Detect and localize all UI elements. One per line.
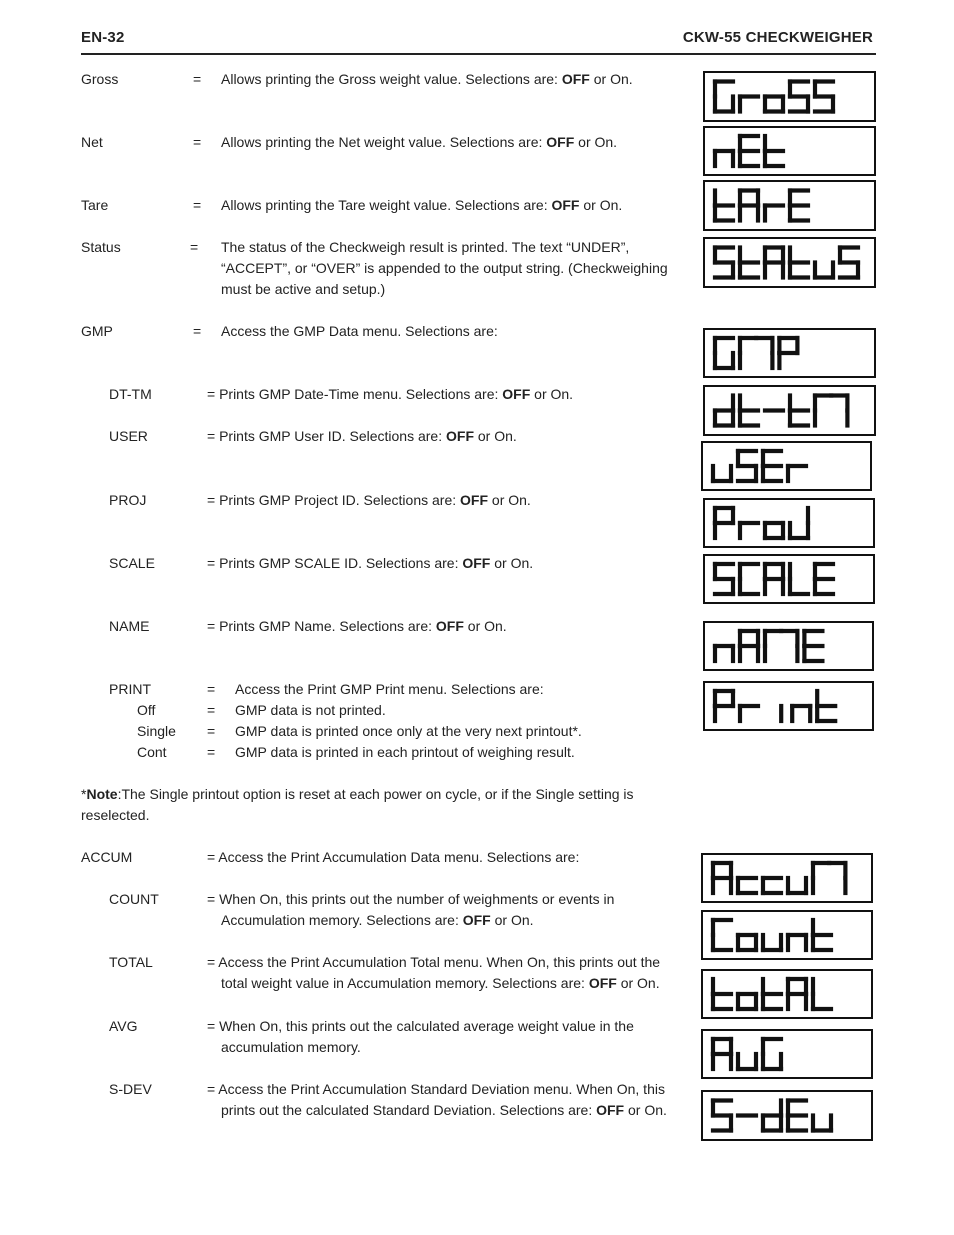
- lcd-display-accum: [701, 853, 873, 903]
- lcd-glyphs: [705, 556, 873, 602]
- print-option-single-desc: GMP data is printed once only at the very next printout*.: [235, 723, 582, 739]
- desc-count-line2: Accumulation memory. Selections are: OFF or On.: [221, 912, 534, 928]
- desc-dt-tm: = Prints GMP Date-Time menu. Selections are: OFF or On.: [207, 386, 574, 402]
- desc-total-line2: total weight value in Accumulation memory. Selections are: OFF or On.: [221, 975, 660, 991]
- print-option-single-label: Single: [137, 723, 176, 739]
- lcd-character: [788, 1101, 806, 1131]
- term-avg: AVG: [109, 1018, 138, 1034]
- lcd-display-status: [703, 237, 876, 288]
- page-number: EN-32: [81, 29, 125, 46]
- desc-avg-line2: accumulation memory.: [221, 1039, 361, 1055]
- lcd-display-gmp: [703, 328, 876, 378]
- lcd-glyphs: [705, 182, 874, 229]
- lcd-character: [715, 151, 733, 166]
- lcd-display-user: [701, 441, 872, 491]
- lcd-character: [738, 878, 756, 893]
- lcd-character: [815, 396, 847, 426]
- lcd-character: [790, 564, 808, 594]
- lcd-character: [813, 1116, 831, 1131]
- desc-proj: = Prints GMP Project ID. Selections are: OFF or On.: [207, 492, 531, 508]
- lcd-glyphs: [703, 855, 871, 901]
- equals-gmp: =: [193, 323, 202, 339]
- lcd-character: [779, 338, 797, 368]
- lcd-glyphs: [705, 330, 874, 376]
- lcd-display-total: [701, 969, 873, 1019]
- lcd-character: [815, 263, 833, 278]
- term-net: Net: [81, 134, 103, 150]
- term-name: NAME: [109, 618, 150, 634]
- term-gross: Gross: [81, 71, 119, 87]
- lcd-character: [715, 338, 733, 368]
- lcd-character: [715, 191, 733, 221]
- lcd-character: [715, 508, 733, 538]
- term-accum: ACCUM: [81, 849, 133, 865]
- lcd-character: [790, 508, 808, 538]
- print-option-off-desc: GMP data is not printed.: [235, 702, 386, 718]
- lcd-character: [790, 191, 808, 221]
- term-tare: Tare: [81, 197, 109, 213]
- lcd-glyphs: [703, 912, 871, 958]
- lcd-character: [790, 396, 808, 426]
- lcd-character: [740, 523, 758, 538]
- lcd-character: [788, 878, 806, 893]
- lcd-glyphs: [703, 971, 871, 1017]
- lcd-display-net: [703, 126, 876, 176]
- term-count: COUNT: [109, 891, 159, 907]
- lcd-character: [713, 466, 731, 481]
- desc-s-dev-line1: = Access the Print Accumulation Standard Deviation menu. When On, this: [207, 1081, 665, 1097]
- lcd-glyphs: [703, 1092, 871, 1139]
- term-dt-tm: DT-TM: [109, 386, 152, 402]
- lcd-glyphs: [703, 1031, 871, 1077]
- term-user: USER: [109, 428, 148, 444]
- desc-tare: Allows printing the Tare weight value. Selections are: OFF or On.: [221, 197, 623, 213]
- lcd-display-tare: [703, 180, 876, 231]
- lcd-character: [713, 1039, 731, 1069]
- desc-net: Allows printing the Net weight value. Selections are: OFF or On.: [221, 134, 618, 150]
- lcd-character: [763, 878, 781, 893]
- lcd-character: [713, 920, 731, 950]
- print-option-cont-label: Cont: [137, 744, 167, 760]
- desc-scale: = Prints GMP SCALE ID. Selections are: OFF or On.: [207, 555, 534, 571]
- desc-avg-line1: = When On, this prints out the calculated average weight value in the: [207, 1018, 634, 1034]
- lcd-glyphs: [703, 443, 870, 489]
- note-line2: reselected.: [81, 807, 150, 823]
- desc-gmp: Access the GMP Data menu. Selections are:: [221, 323, 498, 339]
- lcd-character: [763, 979, 781, 1009]
- print-option-cont-desc: GMP data is printed in each printout of weighing result.: [235, 744, 575, 760]
- lcd-character: [763, 451, 781, 481]
- lcd-character: [713, 1101, 731, 1131]
- print-option-off-label: Off: [137, 702, 156, 718]
- lcd-character: [740, 631, 758, 661]
- lcd-character: [813, 920, 831, 950]
- print-option-single-equals: =: [207, 723, 216, 739]
- desc-accum: = Access the Print Accumulation Data menu. Selections are:: [207, 849, 580, 865]
- lcd-character: [765, 206, 783, 221]
- lcd-display-name: [703, 621, 874, 671]
- note-line1: *Note:The Single printout option is reset at each power on cycle, or if the Single setting is: [81, 786, 634, 802]
- lcd-character: [765, 136, 783, 166]
- lcd-character: [788, 466, 806, 481]
- lcd-character: [740, 564, 758, 594]
- lcd-display-print: [703, 681, 874, 731]
- document-title: CKW-55 CHECKWEIGHER: [682, 29, 873, 46]
- lcd-display-dt-tm: [703, 385, 876, 436]
- term-print: PRINT: [109, 681, 151, 697]
- desc-user: = Prints GMP User ID. Selections are: OFF or On.: [207, 428, 517, 444]
- lcd-character: [813, 863, 845, 893]
- lcd-character: [740, 97, 758, 112]
- term-s-dev: S-DEV: [109, 1081, 152, 1097]
- lcd-glyphs: [705, 128, 874, 174]
- lcd-character: [738, 1054, 756, 1069]
- lcd-character: [804, 631, 822, 661]
- lcd-glyphs: [705, 73, 874, 120]
- lcd-character: [738, 994, 756, 1009]
- equals-print: =: [207, 681, 216, 697]
- lcd-character: [790, 82, 808, 112]
- desc-total-line1: = Access the Print Accumulation Total menu. When On, this prints out the: [207, 954, 661, 970]
- print-option-off-equals: =: [207, 702, 216, 718]
- desc-status-line3: must be active and setup.): [221, 281, 386, 297]
- lcd-character: [765, 248, 783, 278]
- equals-tare: =: [193, 197, 202, 213]
- equals-status: =: [190, 239, 199, 255]
- lcd-glyphs: [705, 623, 872, 669]
- desc-print: Access the Print GMP Print menu. Selections are:: [235, 681, 544, 697]
- equals-net: =: [193, 134, 202, 150]
- desc-status-line2: “ACCEPT”, or “OVER” is appended to the output string. (Checkweighing: [221, 260, 668, 276]
- lcd-character: [738, 935, 756, 950]
- lcd-character: [815, 564, 833, 594]
- lcd-glyphs: [705, 683, 872, 729]
- term-scale: SCALE: [109, 555, 155, 571]
- desc-count-line1: = When On, this prints out the number of weighments or events in: [207, 891, 615, 907]
- lcd-character: [765, 631, 797, 661]
- lcd-display-avg: [701, 1029, 873, 1079]
- lcd-character: [792, 706, 810, 721]
- lcd-display-scale: [703, 554, 875, 604]
- lcd-character: [817, 691, 835, 721]
- lcd-character: [740, 338, 772, 368]
- lcd-display-s-dev: [701, 1090, 873, 1141]
- desc-s-dev-line2: prints out the calculated Standard Deviation. Selections are: OFF or On.: [221, 1102, 667, 1118]
- lcd-display-gross: [703, 71, 876, 122]
- lcd-character: [740, 248, 758, 278]
- header-rule: [81, 53, 876, 55]
- lcd-character: [740, 136, 758, 166]
- lcd-character: [715, 82, 733, 112]
- lcd-character: [738, 451, 756, 481]
- term-gmp: GMP: [81, 323, 113, 339]
- lcd-character: [715, 691, 733, 721]
- lcd-display-count: [701, 910, 873, 960]
- lcd-glyphs: [705, 387, 874, 434]
- lcd-character: [740, 191, 758, 221]
- lcd-character: [765, 523, 783, 538]
- lcd-character: [815, 82, 833, 112]
- lcd-character: [790, 248, 808, 278]
- lcd-character: [713, 863, 731, 893]
- lcd-character: [715, 564, 733, 594]
- lcd-glyphs: [705, 239, 874, 286]
- lcd-character: [715, 646, 733, 661]
- lcd-character: [813, 979, 831, 1009]
- print-option-cont-equals: =: [207, 744, 216, 760]
- desc-gross: Allows printing the Gross weight value. Selections are: OFF or On.: [221, 71, 633, 87]
- lcd-character: [788, 979, 806, 1009]
- lcd-character: [765, 564, 783, 594]
- lcd-display-proj: [703, 498, 875, 548]
- lcd-character: [840, 248, 858, 278]
- term-total: TOTAL: [109, 954, 153, 970]
- lcd-character: [715, 396, 733, 426]
- term-proj: PROJ: [109, 492, 147, 508]
- lcd-character: [763, 1101, 781, 1131]
- term-status: Status: [81, 239, 121, 255]
- lcd-character: [763, 935, 781, 950]
- lcd-character: [763, 1039, 781, 1069]
- lcd-character: [740, 706, 758, 721]
- desc-name: = Prints GMP Name. Selections are: OFF or On.: [207, 618, 507, 634]
- equals-gross: =: [193, 71, 202, 87]
- lcd-glyphs: [705, 500, 873, 546]
- lcd-character: [740, 396, 758, 426]
- lcd-character: [715, 248, 733, 278]
- lcd-character: [713, 979, 731, 1009]
- lcd-character: [788, 935, 806, 950]
- lcd-character: [765, 97, 783, 112]
- desc-status-line1: The status of the Checkweigh result is printed. The text “UNDER”,: [221, 239, 630, 255]
